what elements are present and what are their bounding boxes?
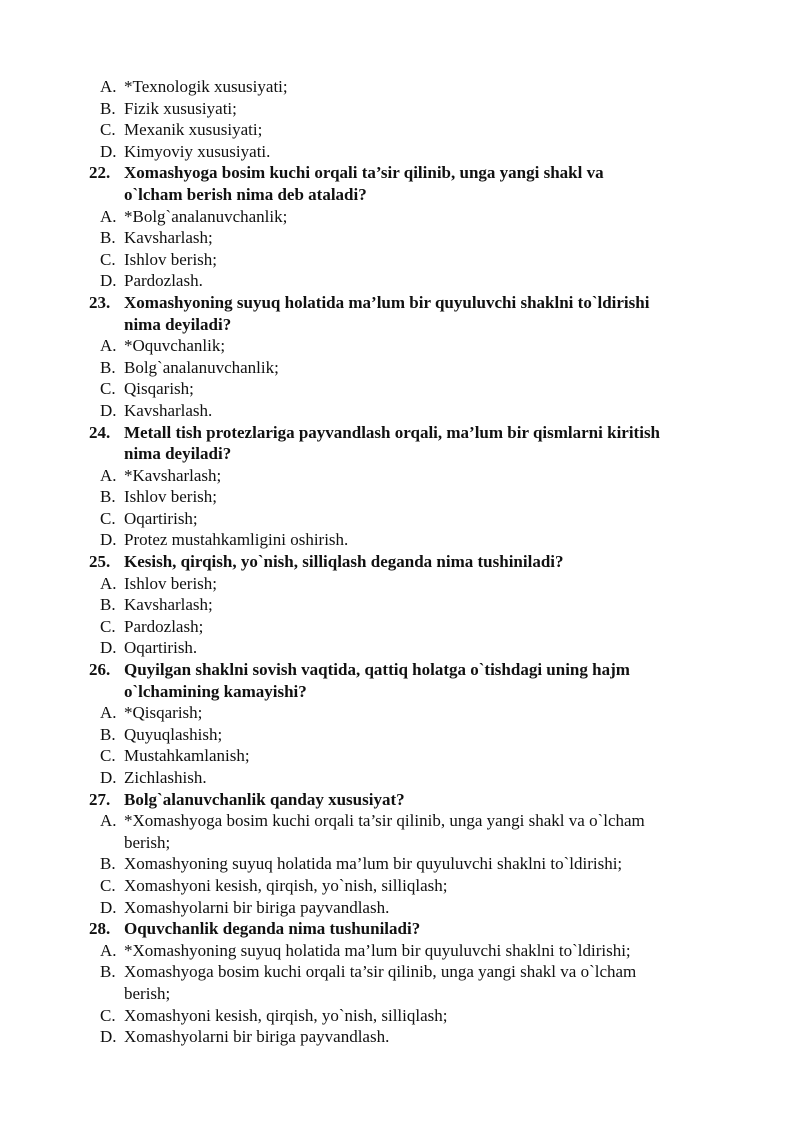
- question-line: [0, 292, 800, 314]
- option-text: Xomashyoni kesish, qirqish, yo`nish, silliqlash;: [124, 875, 448, 895]
- question-line: [0, 162, 800, 184]
- option-letter: A.: [100, 703, 117, 723]
- question-continuation: [0, 184, 800, 206]
- answer-option: [0, 486, 800, 508]
- answer-option: [0, 637, 800, 659]
- option-continuation: [0, 832, 800, 854]
- answer-option: [0, 897, 800, 919]
- option-continuation: [0, 983, 800, 1005]
- option-letter: B.: [100, 595, 116, 615]
- question-text: Metall tish protezlariga payvandlash orqali, ma’lum bir qismlarni kiritish: [124, 422, 661, 442]
- option-text: Xomashyoni kesish, qirqish, yo`nish, silliqlash;: [124, 1005, 448, 1025]
- option-letter: C.: [100, 875, 116, 895]
- answer-option: [0, 940, 800, 962]
- option-text: Ishlov berish;: [124, 487, 218, 507]
- answer-option: [0, 206, 800, 228]
- option-text: Kavsharlash.: [124, 400, 213, 420]
- option-text: Pardozlash.: [124, 271, 203, 291]
- option-letter: A.: [100, 77, 117, 96]
- question-number: 27.: [89, 789, 111, 809]
- question-text: o`lcham berish nima deb ataladi?: [124, 184, 367, 204]
- option-letter: A.: [100, 336, 117, 356]
- option-text: Oqartirish;: [124, 508, 198, 528]
- option-letter: D.: [100, 530, 117, 550]
- question-text: Kesish, qirqish, yo`nish, silliqlash deganda nima tushiniladi?: [124, 552, 564, 572]
- option-text: Xomashyoga bosim kuchi orqali ta’sir qilinib, unga yangi shakl va o`lcham: [124, 962, 637, 982]
- question-text: nima deyiladi?: [124, 314, 232, 334]
- option-letter: D.: [100, 897, 117, 917]
- option-letter: D.: [100, 638, 117, 658]
- question-text: Oquvchanlik deganda nima tushuniladi?: [124, 919, 421, 939]
- question-continuation: [0, 314, 800, 336]
- option-letter: A.: [100, 940, 117, 960]
- question-number: 22.: [89, 163, 111, 183]
- question-text: Xomashyoning suyuq holatida ma’lum bir quyuluvchi shaklni to`ldirishi: [124, 292, 650, 312]
- option-text: Zichlashish.: [124, 768, 207, 787]
- option-letter: B.: [100, 962, 116, 982]
- question-text: Xomashyoga bosim kuchi orqali ta’sir qilinib, unga yangi shakl va: [124, 163, 604, 183]
- option-letter: B.: [100, 487, 116, 507]
- option-letter: D.: [100, 1027, 117, 1047]
- answer-option: [0, 875, 800, 897]
- answer-option: [0, 594, 800, 616]
- option-letter: C.: [100, 616, 116, 636]
- option-letter: A.: [100, 811, 117, 831]
- answer-option: [0, 724, 800, 746]
- option-letter: B.: [100, 854, 116, 874]
- option-letter: C.: [100, 379, 116, 399]
- option-text: Ishlov berish;: [124, 573, 218, 593]
- option-text: Quyuqlashish;: [124, 724, 223, 744]
- option-text: Fizik xususiyati;: [124, 98, 237, 118]
- question-line: [0, 789, 800, 811]
- option-text: Qisqarish;: [124, 379, 194, 399]
- option-letter: B.: [100, 724, 116, 744]
- answer-option: [0, 529, 800, 551]
- question-text: Quyilgan shaklni sovish vaqtida, qattiq holatga o`tishdagi uning hajm: [124, 660, 630, 680]
- option-letter: B.: [100, 357, 116, 377]
- option-text: berish;: [124, 983, 171, 1003]
- option-letter: A.: [100, 573, 117, 593]
- option-letter: D.: [100, 400, 117, 420]
- option-letter: B.: [100, 98, 116, 118]
- answer-option: [0, 227, 800, 249]
- answer-option: [0, 745, 800, 767]
- option-text: Mexanik xususiyati;: [124, 120, 263, 140]
- answer-option: [0, 961, 800, 983]
- option-text: Oqartirish.: [124, 638, 198, 658]
- answer-option: [0, 98, 800, 120]
- option-text: Protez mustahkamligini oshirish.: [124, 530, 349, 550]
- option-text: *Qisqarish;: [124, 703, 203, 723]
- option-letter: A.: [100, 465, 117, 485]
- option-text: *Xomashyoga bosim kuchi orqali ta’sir qilinib, unga yangi shakl va o`lcham: [124, 811, 645, 831]
- option-text: Ishlov berish;: [124, 249, 218, 269]
- answer-option: [0, 400, 800, 422]
- answer-option: [0, 76, 800, 98]
- answer-option: [0, 508, 800, 530]
- answer-option: [0, 119, 800, 141]
- answer-option: [0, 702, 800, 724]
- question-number: 24.: [89, 422, 111, 442]
- option-letter: C.: [100, 1005, 116, 1025]
- answer-option: [0, 357, 800, 379]
- answer-option: [0, 810, 800, 832]
- option-text: Mustahkamlanish;: [124, 746, 250, 766]
- option-text: *Texnologik xususiyati;: [124, 77, 288, 96]
- answer-option: [0, 853, 800, 875]
- answer-option: [0, 616, 800, 638]
- option-text: Xomashyolarni bir biriga payvandlash.: [124, 897, 390, 917]
- answer-option: [0, 1005, 800, 1027]
- question-text: nima deyiladi?: [124, 444, 232, 464]
- option-text: Kimyoviy xususiyati.: [124, 141, 271, 161]
- question-line: [0, 918, 800, 940]
- question-continuation: [0, 443, 800, 465]
- option-text: Pardozlash;: [124, 616, 204, 636]
- option-text: berish;: [124, 832, 171, 852]
- answer-option: [0, 573, 800, 595]
- question-line: [0, 422, 800, 444]
- option-text: Kavsharlash;: [124, 228, 213, 248]
- answer-option: [0, 270, 800, 292]
- question-number: 26.: [89, 660, 111, 680]
- option-text: *Kavsharlash;: [124, 465, 222, 485]
- question-number: 28.: [89, 919, 111, 939]
- question-number: 23.: [89, 292, 111, 312]
- answer-option: [0, 767, 800, 789]
- option-text: Xomashyolarni bir biriga payvandlash.: [124, 1027, 390, 1047]
- question-text: o`lchamining kamayishi?: [124, 681, 307, 701]
- option-letter: C.: [100, 120, 116, 140]
- option-letter: D.: [100, 141, 117, 161]
- option-text: Xomashyoning suyuq holatida ma’lum bir quyuluvchi shaklni to`ldirishi;: [124, 854, 623, 874]
- question-line: [0, 659, 800, 681]
- answer-option: [0, 249, 800, 271]
- question-continuation: [0, 681, 800, 703]
- option-text: Kavsharlash;: [124, 595, 213, 615]
- option-letter: D.: [100, 768, 117, 787]
- option-letter: D.: [100, 271, 117, 291]
- question-number: 25.: [89, 552, 111, 572]
- answer-option: [0, 378, 800, 400]
- option-letter: B.: [100, 228, 116, 248]
- option-text: *Oquvchanlik;: [124, 336, 226, 356]
- option-text: *Bolg`analanuvchanlik;: [124, 206, 288, 226]
- answer-option: [0, 335, 800, 357]
- option-text: *Xomashyoning suyuq holatida ma’lum bir quyuluvchi shaklni to`ldirishi;: [124, 940, 631, 960]
- option-letter: C.: [100, 249, 116, 269]
- answer-option: [0, 141, 800, 163]
- question-text: Bolg`alanuvchanlik qanday xususiyat?: [124, 789, 405, 809]
- document-page: [0, 76, 800, 1048]
- answer-option: [0, 465, 800, 487]
- option-letter: C.: [100, 508, 116, 528]
- option-letter: A.: [100, 206, 117, 226]
- question-line: [0, 551, 800, 573]
- option-text: Bolg`analanuvchanlik;: [124, 357, 279, 377]
- answer-option: [0, 1026, 800, 1048]
- option-letter: C.: [100, 746, 116, 766]
